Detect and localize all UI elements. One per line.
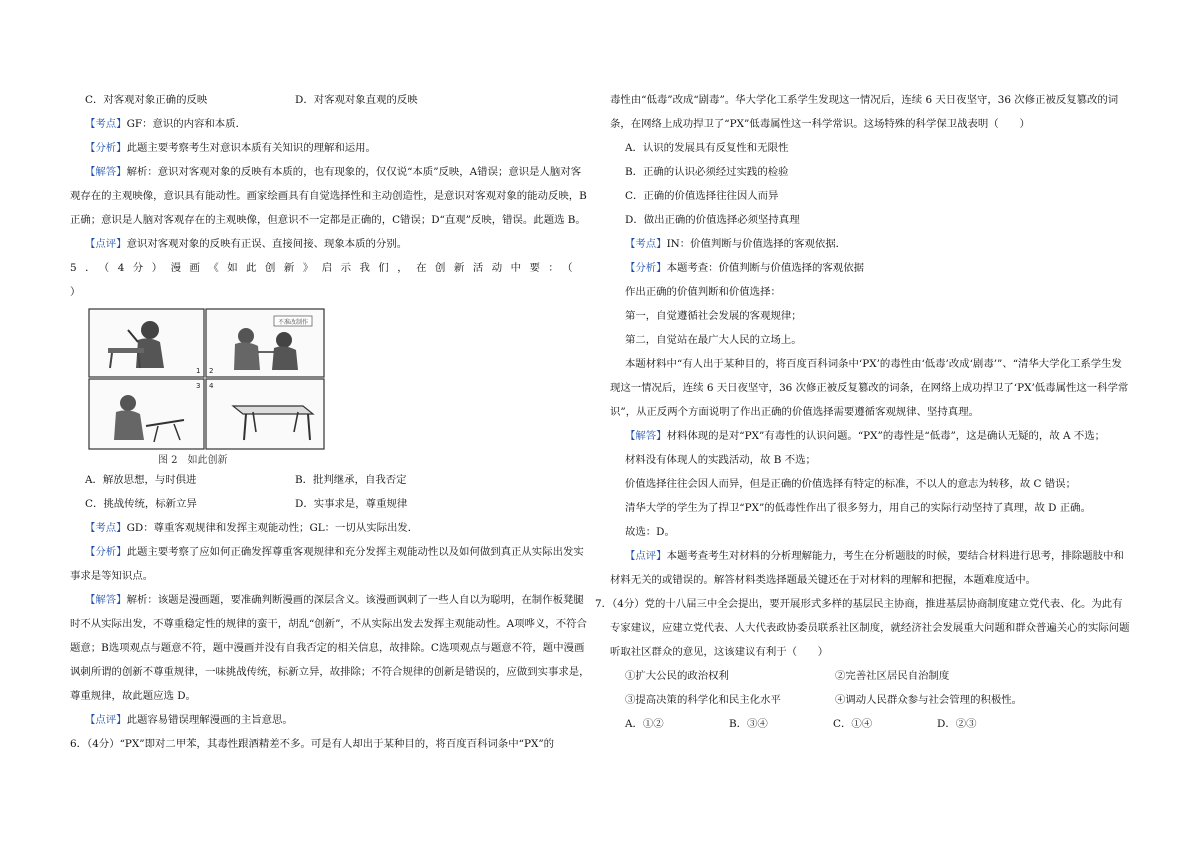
comic-sign: 不准改制作 (277, 319, 309, 326)
jieda-tag: 【解答】 (85, 594, 127, 606)
panel-number-1: 1 (196, 367, 201, 375)
q7-option-b: B．③④ (729, 718, 768, 730)
q5-stem: 5．（4分）漫画《如此创新》启示我们，在创新活动中要：（ ） (70, 262, 619, 298)
q5-fenxi-text: 此题主要考察了应如何正确发挥尊重客观规律和充分发挥主观能动性以及如何做到真正从实际出发实事求是等知识点。 (70, 546, 584, 582)
kaodian-tag: 【考点】 (85, 118, 127, 130)
q6-jieda-line3: 价值选择往往会因人而异，但是正确的价值选择有特定的标准，不以人的意志为转移，故 C 错误； (625, 478, 1076, 490)
q6-stem: 6．（4分）“PX”即对二甲苯，其毒性跟酒精差不多。可是有人却出于某种目的，将百度百科词条中“PX”的 (70, 738, 555, 750)
q4-fenxi-text: 此题主要考察考生对意识本质有关知识的理解和运用。 (126, 142, 376, 154)
q6-fenxi-line5: 本题材料中“有人出于某种目的，将百度百科词条中‘PX’的毒性由‘低毒’改成‘剧毒’”、“清华大学化工系学生发现这一情况后，连续 6 天日夜坚守，36 次修正被反复篡改的词条，在网络上成功捍卫了‘PX’低毒属性这一科学常识”，从正反两个方面说明了作出正确的价值选择需要遵循客观规律、坚持真理。 (610, 358, 1129, 418)
q7-items-34 (610, 688, 1130, 712)
q4-kaodian (70, 112, 590, 136)
dianping-tag: 【点评】 (625, 550, 667, 562)
fenxi-tag: 【分析】 (625, 262, 667, 274)
q5-jieda-text: 解析：该题是漫画题，要准确判断漫画的深层含义。该漫画讽刺了一些人自以为聪明，在制作板凳腿时不从实际出发，不尊重稳定性的规律的蛮干，胡乱“创新”，不从实际出发去发挥主观能动性。A项哗义，不符合题意；B选项观点与题意不符，题中漫画并没有自我否定的相关信息，故排除。C选项观点与题意不符，题中漫画讽刺所谓的创新不尊重规律，一味挑战传统，标新立异，故排除；不符合规律的创新是错误的，应做到实事求是，尊重规律，故此题应选 D。 (70, 594, 590, 702)
q5-options-ab (70, 468, 590, 492)
comic-figure (88, 308, 326, 466)
q6-kaodian-text: IN：价值判断与价值选择的客观依据． (666, 238, 847, 250)
q6-option-a: A．认识的发展具有反复性和无限性 (625, 142, 789, 154)
q7-item-2: ②完善社区居民自治制度 (835, 670, 950, 682)
q6-dianping-text: 本题考查考生对材料的分析理解能力，考生在分析题肢的时候，要结合材料进行思考，排除题肢中和材料无关的或错误的。解答材料类选择题最关键还在于对材料的理解和把握，本题难度适中。 (610, 550, 1124, 586)
q7-option-a: A．①② (625, 718, 664, 730)
q7-options (610, 712, 1130, 736)
panel-number-3: 3 (196, 382, 201, 390)
q5-options-cd (70, 492, 590, 516)
q4-dianping (70, 232, 590, 256)
right-column (595, 88, 1130, 736)
q6-dianping (610, 544, 1130, 592)
jieda-tag: 【解答】 (625, 430, 667, 442)
q6-kaodian (610, 232, 1130, 256)
q7-item-4: ④调动人民群众参与社会管理的积极性。 (835, 694, 1023, 706)
q6-fenxi-text: 本题考查：价值判断与价值选择的客观依据 (666, 262, 864, 274)
q6-fenxi-line3: 第一，自觉遵循社会发展的客观规律； (625, 310, 802, 322)
q4-options-cd (70, 88, 590, 112)
q5-dianping-text: 此题容易错误理解漫画的主旨意思。 (126, 714, 293, 726)
q6-jieda-line5: 故选：D。 (625, 526, 675, 538)
q5-option-c: C．挑战传统，标新立异 (85, 498, 197, 510)
q6-stem-continued: 毒性由“低毒”改成“剧毒”。华大学化工系学生发现这一情况后，连续 6 天日夜坚守，36 次修正被反复篡改的词条，在网络上成功捍卫了“PX”低毒属性这一科学常识。这场特殊的科学保卫战表明（ ） (610, 94, 1119, 130)
q6-fenxi (610, 256, 1130, 280)
dianping-tag: 【点评】 (85, 714, 127, 726)
q4-option-c: C．对客观对象正确的反映 (85, 94, 208, 106)
q7-option-d: D．②③ (937, 718, 977, 730)
q7-option-c: C．①④ (833, 718, 873, 730)
q5-fenxi (70, 540, 590, 588)
q6-jieda-text: 材料体现的是对“PX”有毒性的认识问题。“PX”的毒性是“低毒”，这是确认无疑的，故 A 不选； (666, 430, 1105, 442)
dianping-tag: 【点评】 (85, 238, 127, 250)
q5-option-d: D．实事求是，尊重规律 (295, 498, 408, 510)
q4-option-d: D．对客观对象直观的反映 (295, 94, 418, 106)
q6-jieda-line4: 清华大学的学生为了捍卫“PX”的低毒性作出了很多努力，用自己的实际行动坚持了真理，故 D 正确。 (625, 502, 1091, 514)
q4-dianping-text: 意识对客观对象的反映有正误、直接间接、现象本质的分别。 (126, 238, 408, 250)
q7-items-12 (610, 664, 1130, 688)
q7-stem: 7．（4分）党的十八届三中全会提出，要开展形式多样的基层民主协商，推进基层协商制度建立党代表、化。为此有专家建议，应建立党代表、人大代表政协委员联系社区制度，就经济社会发展重大问题和群众普遍关心的实际问题听取社区群众的意见，这该建议有利于（ ） (595, 598, 1130, 658)
q5-dianping (70, 708, 590, 732)
q6-fenxi-line4: 第二，自觉站在最广大人民的立场上。 (625, 334, 802, 346)
q6-option-d: D．做出正确的价值选择必须坚持真理 (625, 214, 800, 226)
q6-option-c: C．正确的价值选择往往因人而异 (625, 190, 779, 202)
fenxi-tag: 【分析】 (85, 142, 127, 154)
panel-number-2: 2 (209, 367, 214, 375)
fenxi-tag: 【分析】 (85, 546, 127, 558)
q4-jieda-text: 解析：意识对客观对象的反映有本质的，也有现象的，仅仅说“本质”反映，A错误；意识是人脑对客观存在的主观映像，意识具有能动性。画家绘画具有自觉选择性和主动创造性，是意识对客观对象的能动反映，B正确；意识是人脑对客观存在的主观映像，但意识不一定都是正确的，C错误；D“直观”反映，错误。此题选 B。 (70, 166, 587, 226)
kaodian-tag: 【考点】 (625, 238, 667, 250)
left-column (70, 88, 619, 756)
q5-option-b: B．批判继承，自我否定 (295, 474, 407, 486)
kaodian-tag: 【考点】 (85, 522, 127, 534)
q4-fenxi (70, 136, 590, 160)
q6-jieda-line2: 材料没有体现人的实践活动，故 B 不选； (625, 454, 816, 466)
q6-jieda (610, 424, 1130, 448)
q7-item-1: ①扩大公民的政治权利 (625, 670, 729, 682)
q5-kaodian-text: GD：尊重客观规律和发挥主观能动性；GL：一切从实际出发． (126, 522, 419, 534)
q5-kaodian (70, 516, 590, 540)
panel-number-4: 4 (209, 382, 214, 390)
q6-option-b: B．正确的认识必须经过实践的检验 (625, 166, 789, 178)
q5-option-a: A．解放思想，与时俱进 (85, 474, 197, 486)
q7-item-3: ③提高决策的科学化和民主化水平 (625, 694, 781, 706)
q4-jieda (70, 160, 590, 232)
jieda-tag: 【解答】 (85, 166, 127, 178)
comic-illustration (88, 308, 326, 466)
q5-jieda (70, 588, 590, 708)
q4-kaodian-text: GF：意识的内容和本质． (126, 118, 246, 130)
comic-caption: 图 2 如此创新 (158, 455, 228, 466)
q6-fenxi-line2: 作出正确的价值判断和价值选择： (625, 286, 781, 298)
